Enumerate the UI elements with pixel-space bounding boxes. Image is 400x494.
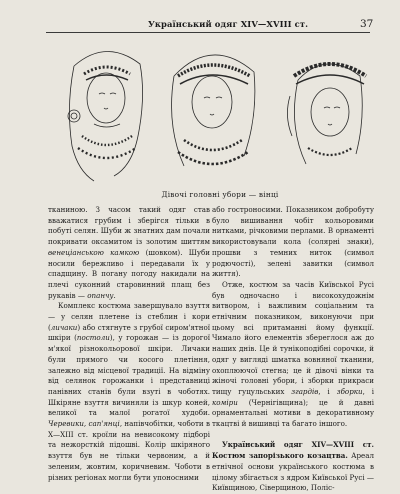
figure-caption: Дівочі головні убори — вінці (161, 190, 279, 199)
italic-term: Черевики, сап'янці (48, 419, 120, 429)
text-run: (шовком). Шуби носили бережливо і передавали їх у спадщину. В погану погоду накидали на плечі суконний старовинний плащ без рукавів — (48, 247, 210, 300)
text-run: , і (318, 386, 337, 396)
italic-term: личаки (50, 322, 78, 332)
text-run: , і (362, 386, 374, 396)
text-run: тканиною. З часом такий одяг став вважатися грубим і зберігся тільки в побуті селян. Шуби ж знатних дам почали покривати оксамитом із золотим шиттям (48, 205, 210, 247)
text-run: , напівчобітки, чоботи в X—XIII ст. кроїли на невисокому підборі та нежорсткій підошві. Колір шкіряного взуття був не тільки червоним, а й зеленим, жовтим, коричневим. Чоботи в різних регіонах могли бути упоносними (48, 419, 210, 482)
paragraph (48, 301, 210, 483)
text-run: (Чернігівщина); це й давні орнаментальні мотиви в декоративному ткацтві й вишивці та багато іншого. (212, 397, 374, 429)
section-heading: Український одяг XIV—XVIII ст. Костюм запорізького козацтва. (212, 440, 374, 461)
header-rule (46, 32, 370, 33)
text-column-left (48, 205, 210, 483)
faded-print-through (46, 11, 146, 21)
text-column-right (212, 205, 374, 494)
italic-term: постоли (76, 333, 110, 343)
italic-term: коміри (212, 397, 238, 407)
italic-term: венеціанською камкою (48, 247, 140, 257)
paragraph (212, 280, 374, 430)
illustration-girl-headdresses (44, 36, 374, 188)
figure-left-girl (68, 51, 143, 181)
figure-middle-girl (172, 55, 255, 166)
page-number: 37 (360, 18, 374, 30)
italic-term: опанчу (87, 290, 114, 300)
paragraph: або гостроносими. Показником добробуту було вишивання чобіт кольоровими нитками, річковими перлами. В орнаменті використовували кола (солярні знаки), прошви з темних ниток (символ родючості), зелені завитки (символ життя). (212, 205, 374, 279)
running-head: Український одяг XIV—XVIII ст. (148, 19, 309, 29)
text-run: Ареал етнічної основи українського костюма в цілому збігається з ядром Київської Русі — Київщиною, Сіверщиною, Поліс- (212, 451, 375, 493)
text-run: . (113, 290, 116, 300)
figure-right-girl (287, 64, 366, 164)
paragraph-gap (212, 430, 374, 441)
italic-term: згардів (291, 386, 319, 396)
italic-term: зборки (336, 386, 363, 396)
text-run: ) або стягнуте з грубої сиром'ятної шкіри ( (48, 322, 210, 343)
paragraph (212, 440, 374, 494)
text-run: ), у горожан — із дорогої м'якої різнокольорової шкіри. Личаки були прямого чи косого плетіння, залежно від місцевої традиції. На відміну від селянок горожанки і представниці панівних станів були взуті в чоботях. Шкіряне взуття вичиняли із шкур коней, великої та малої рогатої худоби. (48, 333, 210, 418)
paragraph (48, 205, 210, 301)
text-run: Отже, костюм за часів Київської Русі був одночасно і високохудожнім витвором, і важливим соціальним та етнічним показником, виконуючи при цьому всі притаманні йому функції. Чимало його елементів збереглося аж до наших днів. Це й тунікоподібні сорочки, й одяг у вигляді шматка вовняної тканини, охоплюючої стегна; це й дівочі вінки та жіночі головні убори, і зборки прикраси тищу гуцульських (212, 279, 374, 396)
text-run: Комплекс костюма завершувало взуття — у селян плетене із стеблин і кори ( (48, 301, 210, 332)
